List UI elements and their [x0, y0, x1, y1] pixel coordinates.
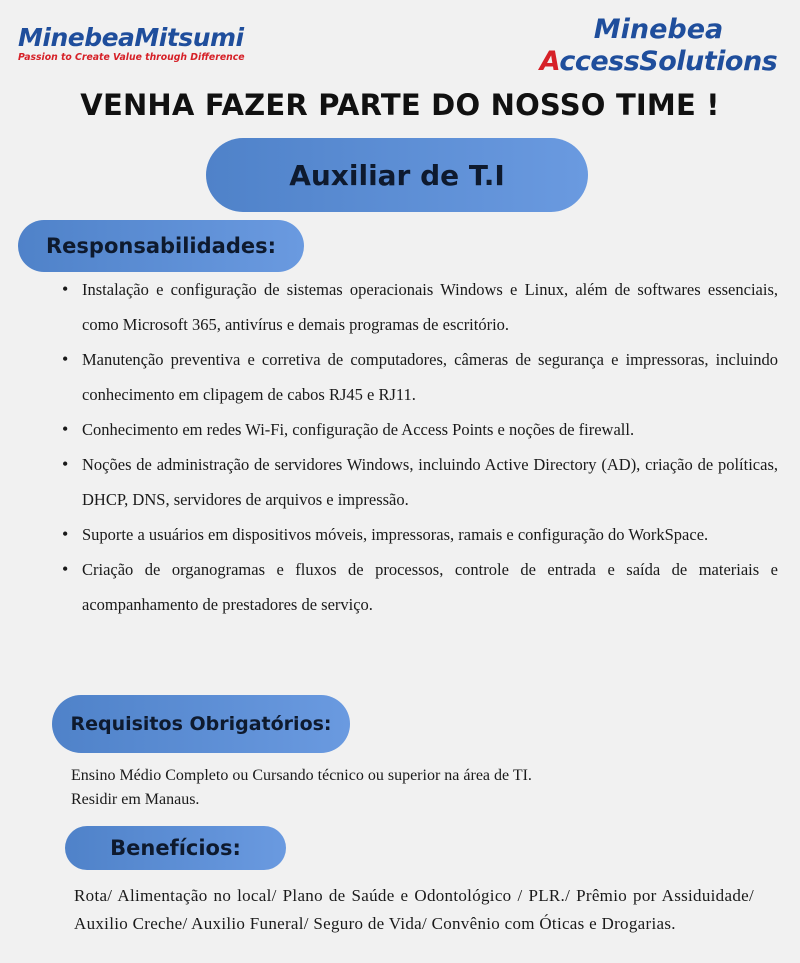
logo-right-line1: Minebea	[593, 14, 724, 45]
logo-right-line2	[531, 46, 786, 78]
logo-left-brand: MinebeaMitsumi	[18, 23, 244, 52]
responsibilities-heading: Responsabilidades:	[18, 220, 304, 272]
requirement-education: Ensino Médio Completo ou Cursando técnico ou superior na área de TI.	[71, 767, 532, 784]
list-item: • Noções de administração de servidores Windows, incluindo Active Directory (AD), criação de políticas, DHCP, DNS, servidores de arquivos e impressão.	[62, 447, 778, 517]
benefits-heading: Benefícios:	[65, 826, 286, 870]
list-item: • Suporte a usuários em dispositivos móveis, impressoras, ramais e configuração do WorkSpace.	[62, 517, 778, 552]
job-title-pill: Auxiliar de T.I	[206, 138, 588, 212]
page-headline: VENHA FAZER PARTE DO NOSSO TIME !	[80, 88, 720, 122]
list-item: • Criação de organogramas e fluxos de processos, controle de entrada e saída de materiais e acompanhamento de prestadores de serviço.	[62, 552, 778, 622]
list-item: • Manutenção preventiva e corretiva de computadores, câmeras de segurança e impressoras, incluindo conhecimento em clipagem de cabos RJ45 e RJ11.	[62, 342, 778, 412]
logo-right-letter-a: A	[539, 46, 560, 77]
minebea-mitsumi-logo	[18, 24, 268, 64]
minebea-access-solutions-logo	[531, 14, 786, 78]
requirements-heading: Requisitos Obrigatórios:	[52, 695, 350, 753]
logo-right-line2-rest: ccessSolutions	[559, 46, 778, 77]
responsibilities-list	[62, 272, 778, 622]
logo-left-tagline: Passion to Create Value through Difference	[18, 52, 245, 63]
requirement-location: Residir em Manaus.	[71, 791, 200, 808]
benefits-text: Rota/ Alimentação no local/ Plano de Saúde e Odontológico / PLR./ Prêmio por Assiduidade/ Auxilio Creche/ Auxilio Funeral/ Seguro de Vida/ Convênio com Óticas e Drogarias.	[74, 886, 754, 933]
list-item: • Conhecimento em redes Wi-Fi, configuração de Access Points e noções de firewall.	[62, 412, 778, 447]
list-item: • Instalação e configuração de sistemas operacionais Windows e Linux, além de softwares essenciais, como Microsoft 365, antivírus e demais programas de escritório.	[62, 272, 778, 342]
requirements-text	[71, 764, 751, 812]
